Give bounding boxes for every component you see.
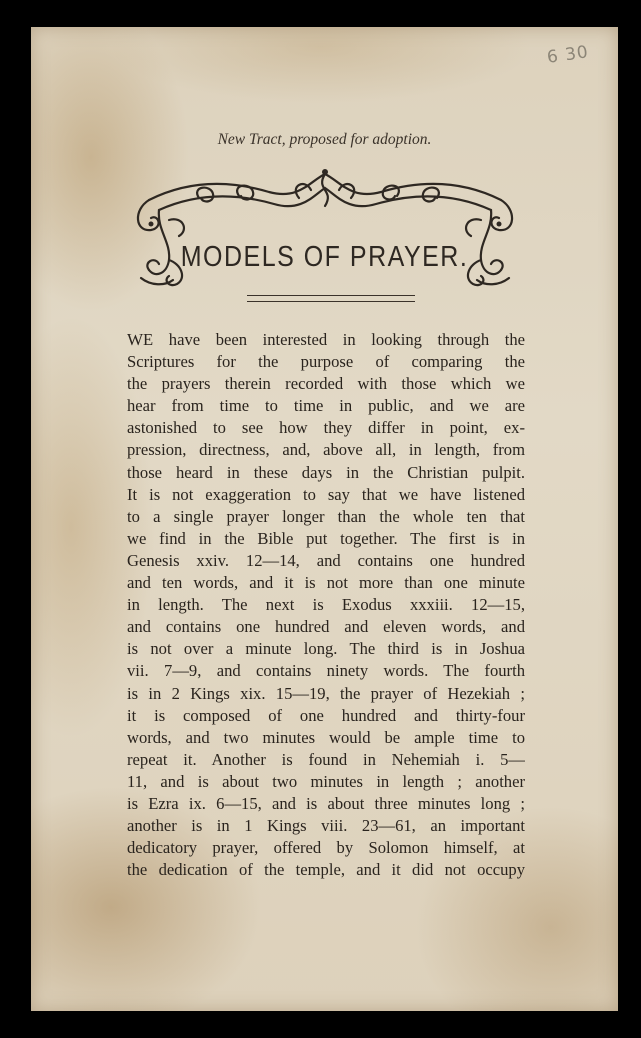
document-title: MODELS OF PRAYER. bbox=[180, 240, 469, 274]
text-line: It is not exaggeration to say that we have listened bbox=[127, 484, 525, 504]
text-line: dedicatory prayer, offered by Solomon himself, at bbox=[127, 838, 525, 858]
text-line: hear from time to time in public, and we are bbox=[127, 396, 525, 416]
text-line: those heard in these days in the Christian pulpit. bbox=[127, 462, 525, 482]
text-line: the prayers therein recorded with those which we bbox=[127, 374, 525, 394]
document-page bbox=[31, 27, 618, 1011]
text-line: and ten words, and it is not more than one minute bbox=[127, 573, 525, 593]
text-line: Scriptures for the purpose of comparing the bbox=[127, 352, 525, 372]
pencil-annotation: 6 30 bbox=[545, 42, 591, 68]
text-line: Genesis xxiv. 12—14, and contains one hundred bbox=[127, 550, 525, 570]
text-line: in length. The next is Exodus xxxiii. 12—15, bbox=[127, 595, 525, 615]
body-text bbox=[127, 329, 525, 881]
text-line: vii. 7—9, and contains ninety words. The fourth bbox=[127, 661, 525, 681]
text-line: 11, and is about two minutes in length ; another bbox=[127, 771, 525, 791]
text-line: another is in 1 Kings viii. 23—61, an important bbox=[127, 816, 525, 836]
text-line: words, and two minutes would be ample time to bbox=[127, 727, 525, 747]
text-line: is not over a minute long. The third is in Joshua bbox=[127, 639, 525, 659]
text-line: and contains one hundred and eleven words, and bbox=[127, 617, 525, 637]
text-line: the dedication of the temple, and it did not occupy bbox=[127, 860, 525, 880]
text-line: to a single prayer longer than the whole ten that bbox=[127, 506, 525, 526]
text-line: pression, directness, and, above all, in length, from bbox=[127, 440, 525, 460]
text-line: it is composed of one hundred and thirty-four bbox=[127, 705, 525, 725]
text-line: we find in the Bible put together. The first is in bbox=[127, 528, 525, 548]
title-divider bbox=[247, 295, 415, 302]
document-subtitle: New Tract, proposed for adoption. bbox=[217, 131, 432, 148]
text-line: astonished to see how they differ in point, ex- bbox=[127, 418, 525, 438]
text-line: is Ezra ix. 6—15, and is about three minutes long ; bbox=[127, 793, 525, 813]
text-line: repeat it. Another is found in Nehemiah i. 5— bbox=[127, 749, 525, 769]
text-line: WE have been interested in looking through the bbox=[127, 330, 525, 349]
text-line: is in 2 Kings xix. 15—19, the prayer of Hezekiah ; bbox=[127, 683, 525, 703]
